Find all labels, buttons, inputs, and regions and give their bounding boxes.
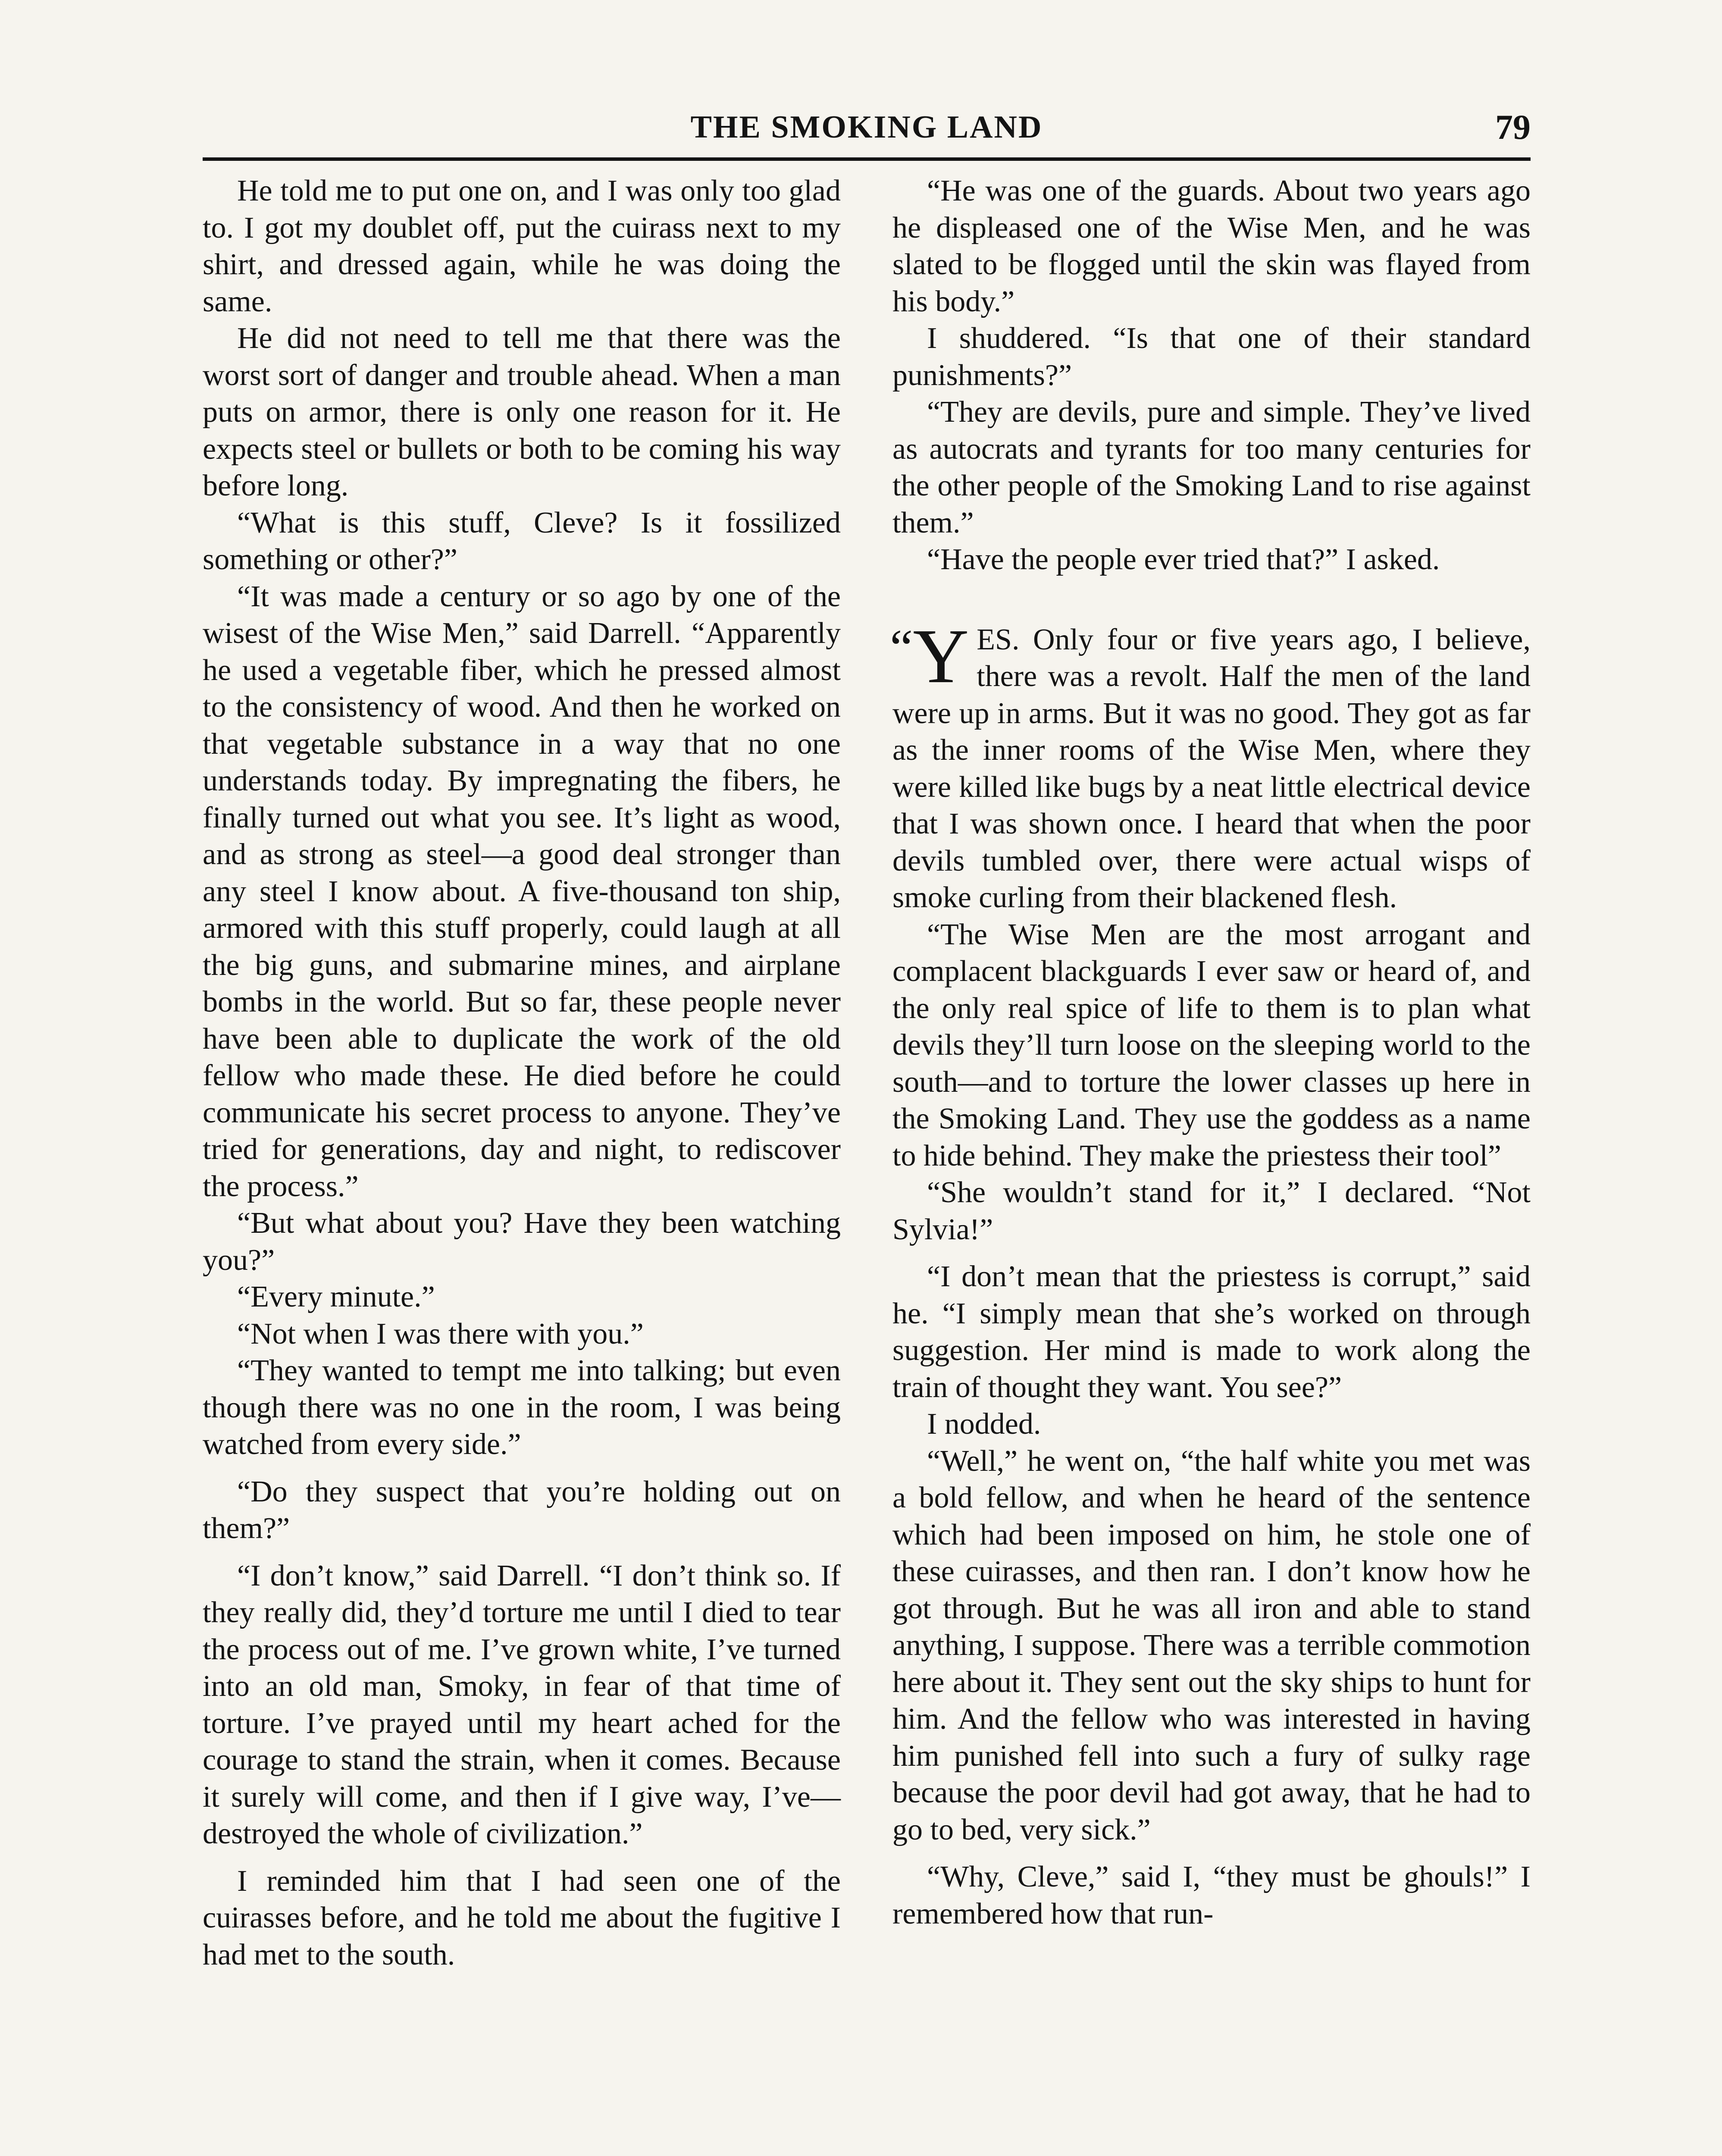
- paragraph: “What is this stuff, Cleve? Is it fossilized something or other?”: [203, 506, 841, 576]
- paragraph: ES. Only four or five years ago, I believe, there was a revolt. Half the men of the land were up in arms. But it was no good. They got as far as the inner rooms of the Wise Men, where they were killed like bugs by a neat little electrical device that I was shown once. I heard that when the poor devils tumbled over, there were actual wisps of smoke curling from their blackened flesh.: [892, 623, 1531, 914]
- paragraph: He told me to put one on, and I was only too glad to. I got my doublet off, put the cuirass next to my shirt, and dressed again, while he was doing the same.: [203, 174, 841, 318]
- paragraph: “It was made a century or so ago by one of the wisest of the Wise Men,” said Darrell. “Apparently he used a vegetable fiber, which he pressed almost to the consistency of wood. And then he worked on that vegetable substance in a way that no one understands today. By impregnating the fibers, he finally turned out what you see. It’s light as wood, and as strong as steel—a good deal stronger than any steel I know about. A five-thousand ton ship, armored with this stuff properly, could laugh at all the big guns, and submarine mines, and airplane bombs in the world. But so far, these people never have been able to duplicate the work of the old fellow who made these. He died before he could communicate his secret process to anyone. They’ve tried for generations, day and night, to rediscover the process.”: [203, 580, 841, 1203]
- left-column: [203, 172, 841, 1973]
- paragraph: “But what about you? Have they been watching you?”: [203, 1206, 841, 1277]
- paragraph: “I don’t know,” said Darrell. “I don’t think so. If they really did, they’d torture me until I died to tear the process out of me. I’ve grown white, I’ve turned into an old man, Smoky, in fear of that time of torture. I’ve prayed until my heart ached for the courage to stand the strain, when it comes. Because it surely will come, and then if I give way, I’ve—destroyed the whole of civilization.”: [203, 1559, 841, 1850]
- drop-cap: [890, 613, 969, 699]
- paragraph: “I don’t mean that the priestess is corrupt,” said he. “I simply mean that she’s worked on through suggestion. Her mind is made to work along the train of thought they want. You see?”: [892, 1260, 1531, 1404]
- running-header: [203, 103, 1531, 151]
- paragraph: I shuddered. “Is that one of their standard punishments?”: [892, 322, 1531, 392]
- paragraph: “They wanted to tempt me into talking; but even though there was no one in the room, I was being watched from every side.”: [203, 1354, 841, 1461]
- paragraph: “Do they suspect that you’re holding out on them?”: [203, 1475, 841, 1545]
- running-title: THE SMOKING LAND: [690, 110, 1043, 145]
- paragraph: “Have the people ever tried that?” I asked.: [927, 543, 1440, 576]
- header-rule: [203, 157, 1531, 161]
- paragraph: “They are devils, pure and simple. They’ve lived as autocrats and tyrants for too many centuries for the other people of the Smoking Land to rise against them.”: [892, 395, 1531, 539]
- paragraph: I reminded him that I had seen one of the cuirasses before, and he told me about the fugitive I had met to the south.: [203, 1864, 841, 1971]
- paragraph: I nodded.: [927, 1407, 1041, 1441]
- paragraph: He did not need to tell me that there was the worst sort of danger and trouble ahead. When a man puts on armor, there is only one reason for it. He expects steel or bullets or both to be coming his way before long.: [203, 322, 841, 502]
- paragraph: “Why, Cleve,” said I, “they must be ghouls!” I remembered how that run-: [892, 1860, 1531, 1930]
- drop-cap-letter: Y: [913, 613, 969, 699]
- drop-cap-quote: “: [890, 618, 913, 676]
- right-column: [892, 172, 1531, 1932]
- paragraph: “Well,” he went on, “the half white you met was a bold fellow, and when he heard of the sentence which had been imposed on him, he stole one of these cuirasses, and then ran. I don’t know how he got through. But he was all iron and able to stand anything, I suppose. There was a terrible commotion here about it. They sent out the sky ships to hunt for him. And the fellow who was interested in having him punished fell into such a fury of sulky rage because the poor devil had got away, that he had to go to bed, very sick.”: [892, 1444, 1531, 1846]
- page-number: 79: [1495, 107, 1531, 147]
- paragraph: “He was one of the guards. About two years ago he displeased one of the Wise Men, and he was slated to be flogged until the skin was flayed from his body.”: [892, 174, 1531, 318]
- drop-cap-paragraph: [890, 613, 1531, 916]
- paragraph: “Not when I was there with you.”: [237, 1317, 644, 1351]
- paragraph: “Every minute.”: [237, 1280, 435, 1313]
- paragraph: “She wouldn’t stand for it,” I declared. “Not Sylvia!”: [892, 1176, 1531, 1246]
- paragraph: “The Wise Men are the most arrogant and complacent blackguards I ever saw or heard of, and the only real spice of life to them is to plan what devils they’ll turn loose on the sleeping world to the south—and to torture the lower classes up here in the Smoking Land. They use the goddess as a name to hide behind. They make the priestess their tool”: [892, 918, 1531, 1172]
